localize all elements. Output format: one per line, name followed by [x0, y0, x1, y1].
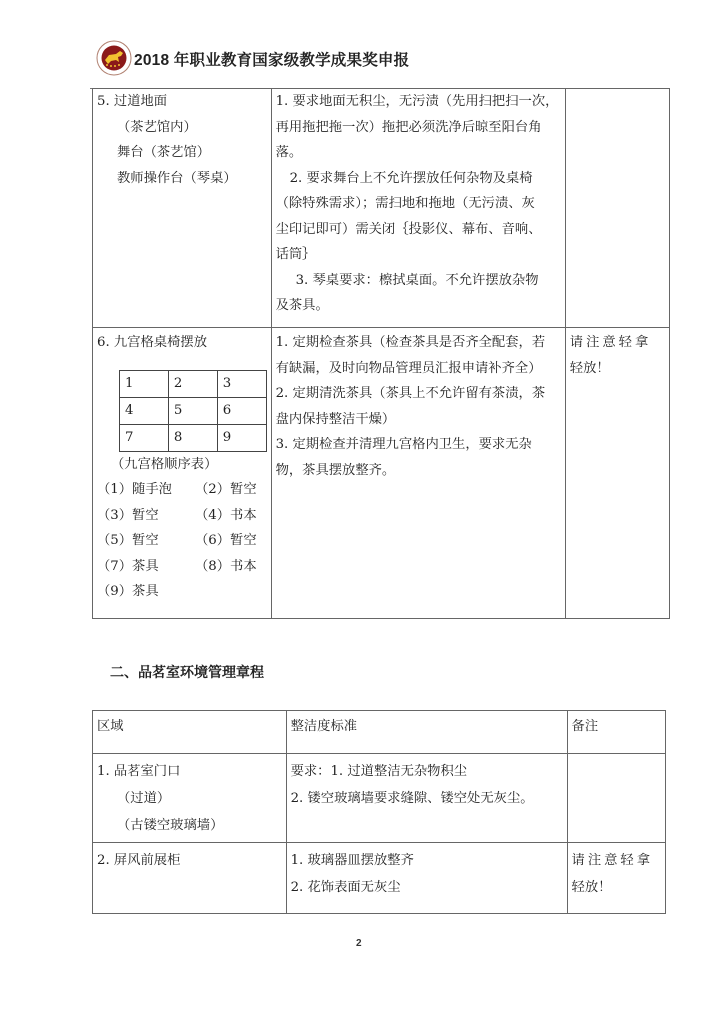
sequence-item: （3）暂空	[97, 507, 159, 523]
sequence-item: （2）暂空	[195, 482, 257, 497]
standard-line: 尘印记即可）需关闭｛投影仪、幕布、音响、	[275, 221, 542, 237]
standard-line: 2. 镂空玻璃墙要求缝隙、镂空处无灰尘。	[290, 791, 534, 806]
grid-cell: 8	[168, 424, 217, 451]
grid-cell: 5	[168, 397, 217, 424]
section-title: 二、品茗室环境管理章程	[110, 664, 264, 680]
sequence-row	[97, 579, 267, 605]
area-cell	[93, 328, 272, 619]
area-cell	[93, 754, 287, 843]
standard-line: 话筒｝	[275, 247, 316, 262]
note-cell	[565, 328, 669, 619]
standard-line: 2. 花饰表面无灰尘	[290, 880, 401, 895]
note-line: 请注意轻拿	[569, 335, 652, 350]
header-title: 2018 年职业教育国家级教学成果奖申报	[134, 52, 410, 69]
column-header: 区域	[93, 711, 287, 754]
grid-cell: 2	[168, 370, 217, 397]
standard-line: 要求：1. 过道整洁无杂物积尘	[290, 764, 468, 779]
grid-cell: 4	[120, 397, 169, 424]
sequence-item: （4）书本	[195, 507, 257, 523]
sequence-row	[97, 503, 267, 529]
standard-line: 有缺漏，及时向物品管理员汇报申请补齐全）	[275, 360, 542, 376]
standard-line: 1. 要求地面无积尘，无污渍（先用扫把扫一次，	[275, 94, 559, 109]
note-cell	[567, 754, 665, 843]
tea-room-table	[92, 710, 666, 914]
standard-line: 3. 定期检查并清理九宫格内卫生，要求无杂	[275, 437, 532, 452]
area-line: 1. 品茗室门口	[97, 764, 181, 779]
sequence-item: （9）茶具	[97, 584, 159, 599]
sequence-item: （1）随手泡	[97, 482, 172, 497]
column-header: 整洁度标准	[286, 711, 567, 754]
area-line: （过道）	[117, 791, 171, 806]
standard-line: 2. 定期清洗茶具（茶具上不允许留有茶渍，茶	[275, 386, 546, 401]
standard-line: 3. 琴桌要求：檫拭桌面。不允许摆放杂物	[295, 272, 539, 288]
standard-line: 2. 要求舞台上不允许摆放任何杂物及桌椅	[289, 170, 533, 186]
note-cell	[565, 89, 669, 328]
grid-cell: 9	[217, 424, 266, 451]
note-line: 轻放！	[569, 360, 610, 376]
table-row	[93, 843, 666, 914]
page-header	[94, 38, 594, 84]
area-line: （古镂空玻璃墙）	[117, 818, 224, 833]
note-cell	[567, 843, 665, 914]
standard-line: 1. 玻璃器皿摆放整齐	[290, 853, 414, 868]
standard-line: 再用拖把拖一次）拖把必须洗净后晾至阳台角	[275, 119, 542, 135]
standard-line: 落。	[275, 145, 303, 160]
table-row	[93, 89, 670, 328]
grid-cell: 3	[217, 370, 266, 397]
area-cell	[93, 89, 272, 328]
area-line: （茶艺馆内）	[117, 119, 197, 135]
standard-line: 及茶具。	[275, 298, 329, 313]
area-title: 6. 九宫格桌椅摆放	[97, 335, 207, 350]
note-line: 请注意轻拿	[571, 853, 654, 868]
grid-cell: 7	[120, 424, 169, 451]
standard-line: 1. 定期检查茶具（检查茶具是否齐全配套，若	[275, 335, 546, 350]
standard-cell	[286, 843, 567, 914]
standard-cell	[271, 328, 565, 619]
note-line: 轻放！	[571, 880, 612, 895]
standard-line: 物，茶具摆放整齐。	[275, 462, 396, 478]
area-line: 5. 过道地面	[97, 94, 168, 109]
standard-cell	[286, 754, 567, 843]
area-line: 教师操作台（琴桌）	[117, 170, 237, 186]
sequence-item: （5）暂空	[97, 533, 159, 548]
cleaning-standards-table	[92, 88, 670, 619]
sequence-item: （6）暂空	[195, 533, 257, 548]
nine-grid-table	[119, 370, 267, 452]
page-number: 2	[356, 938, 362, 949]
column-header: 备注	[567, 711, 665, 754]
area-line: 舞台（茶艺馆）	[117, 145, 211, 160]
grid-cell: 1	[120, 370, 169, 397]
area-cell	[93, 843, 287, 914]
grid-caption: （九宫格顺序表）	[111, 456, 218, 472]
table-row	[93, 328, 670, 619]
grid-cell: 6	[217, 397, 266, 424]
school-logo-icon	[96, 40, 132, 76]
sequence-row	[97, 554, 267, 580]
standard-cell	[271, 89, 565, 328]
area-line: 2. 屏风前展柜	[97, 853, 181, 868]
standard-line: （除特殊需求）；需扫地和拖地（无污渍、灰	[275, 196, 535, 211]
standard-line: 盘内保持整洁干燥）	[275, 411, 396, 427]
sequence-item: （8）书本	[195, 558, 257, 574]
table-header-row	[93, 711, 666, 754]
table-row	[93, 754, 666, 843]
sequence-row	[97, 528, 267, 554]
sequence-item: （7）茶具	[97, 558, 159, 574]
sequence-row	[97, 477, 267, 503]
